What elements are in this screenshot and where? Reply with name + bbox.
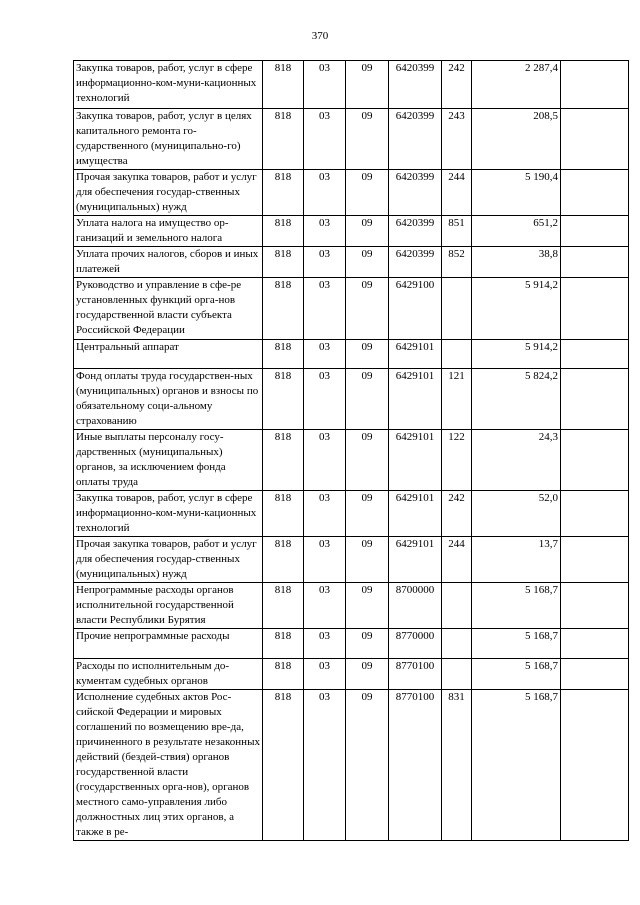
table-row <box>74 690 629 841</box>
row-target-code: 6420399 <box>389 216 442 247</box>
row-section: 03 <box>304 216 346 247</box>
row-name: Центральный аппарат <box>74 340 263 369</box>
row-grbs: 818 <box>263 629 304 659</box>
table-row <box>74 537 629 583</box>
row-amount: 5 914,2 <box>472 340 561 369</box>
row-empty-cell <box>561 583 629 629</box>
row-expense-type <box>442 583 472 629</box>
row-name: Руководство и управление в сфе-ре установленных функций орга-нов государственной власти субъекта Российской Федерации <box>74 278 263 340</box>
row-amount: 38,8 <box>472 247 561 278</box>
row-section: 03 <box>304 170 346 216</box>
table-row <box>74 340 629 369</box>
row-empty-cell <box>561 690 629 841</box>
row-grbs: 818 <box>263 216 304 247</box>
row-target-code: 6420399 <box>389 109 442 170</box>
row-empty-cell <box>561 278 629 340</box>
row-grbs: 818 <box>263 340 304 369</box>
table-row <box>74 278 629 340</box>
row-name: Фонд оплаты труда государствен-ных (муниципальных) органов и взносы по обязательному соци-альному страхованию <box>74 369 263 430</box>
row-section: 03 <box>304 340 346 369</box>
row-name: Закупка товаров, работ, услуг в сфере информационно-ком-муни-кационных технологий <box>74 491 263 537</box>
row-section: 03 <box>304 247 346 278</box>
row-section: 03 <box>304 430 346 491</box>
row-expense-type <box>442 340 472 369</box>
row-amount: 651,2 <box>472 216 561 247</box>
row-subsection: 09 <box>346 491 389 537</box>
row-name: Непрограммные расходы органов исполнительной государственной власти Республики Бурятия <box>74 583 263 629</box>
row-grbs: 818 <box>263 247 304 278</box>
row-amount: 5 190,4 <box>472 170 561 216</box>
row-name: Прочая закупка товаров, работ и услуг для обеспечения государ-ственных (муниципальных) нужд <box>74 537 263 583</box>
row-name: Уплата налога на имущество ор-ганизаций и земельного налога <box>74 216 263 247</box>
row-subsection: 09 <box>346 430 389 491</box>
row-expense-type: 242 <box>442 491 472 537</box>
row-target-code: 6420399 <box>389 61 442 109</box>
row-amount: 5 168,7 <box>472 629 561 659</box>
row-empty-cell <box>561 109 629 170</box>
row-empty-cell <box>561 216 629 247</box>
row-expense-type: 242 <box>442 61 472 109</box>
row-expense-type <box>442 629 472 659</box>
row-empty-cell <box>561 340 629 369</box>
row-target-code: 8770100 <box>389 690 442 841</box>
row-empty-cell <box>561 491 629 537</box>
budget-table-body <box>74 61 629 841</box>
table-row <box>74 491 629 537</box>
row-grbs: 818 <box>263 430 304 491</box>
table-row <box>74 61 629 109</box>
row-subsection: 09 <box>346 369 389 430</box>
row-target-code: 6429101 <box>389 491 442 537</box>
table-row <box>74 583 629 629</box>
row-subsection: 09 <box>346 629 389 659</box>
row-name: Прочие непрограммные расходы <box>74 629 263 659</box>
row-amount: 2 287,4 <box>472 61 561 109</box>
row-grbs: 818 <box>263 369 304 430</box>
row-amount: 13,7 <box>472 537 561 583</box>
row-target-code: 6429101 <box>389 430 442 491</box>
row-amount: 5 168,7 <box>472 690 561 841</box>
row-subsection: 09 <box>346 583 389 629</box>
row-grbs: 818 <box>263 537 304 583</box>
row-name: Прочая закупка товаров, работ и услуг для обеспечения государ-ственных (муниципальных) нужд <box>74 170 263 216</box>
row-amount: 208,5 <box>472 109 561 170</box>
row-expense-type: 244 <box>442 537 472 583</box>
row-name: Исполнение судебных актов Рос-сийской Федерации и мировых соглашений по возмещению вре-да, причиненного в результате незаконных действий (бездей-ствия) органов государственной власти (государственных орга-нов), органов местного само-управления либо должностных лиц этих органов, а также в ре- <box>74 690 263 841</box>
row-subsection: 09 <box>346 340 389 369</box>
row-subsection: 09 <box>346 537 389 583</box>
row-amount: 5 168,7 <box>472 583 561 629</box>
row-amount: 5 824,2 <box>472 369 561 430</box>
row-expense-type <box>442 278 472 340</box>
table-row <box>74 369 629 430</box>
row-empty-cell <box>561 537 629 583</box>
row-subsection: 09 <box>346 216 389 247</box>
row-empty-cell <box>561 629 629 659</box>
row-grbs: 818 <box>263 109 304 170</box>
row-subsection: 09 <box>346 659 389 690</box>
row-section: 03 <box>304 278 346 340</box>
row-grbs: 818 <box>263 659 304 690</box>
row-section: 03 <box>304 109 346 170</box>
row-subsection: 09 <box>346 61 389 109</box>
row-target-code: 8770000 <box>389 629 442 659</box>
row-target-code: 6420399 <box>389 170 442 216</box>
row-empty-cell <box>561 247 629 278</box>
table-row <box>74 109 629 170</box>
table-row <box>74 430 629 491</box>
row-expense-type: 852 <box>442 247 472 278</box>
row-grbs: 818 <box>263 690 304 841</box>
row-empty-cell <box>561 61 629 109</box>
row-section: 03 <box>304 629 346 659</box>
row-expense-type: 122 <box>442 430 472 491</box>
row-expense-type: 851 <box>442 216 472 247</box>
row-target-code: 6429101 <box>389 537 442 583</box>
row-subsection: 09 <box>346 109 389 170</box>
row-amount: 5 914,2 <box>472 278 561 340</box>
row-section: 03 <box>304 491 346 537</box>
row-subsection: 09 <box>346 690 389 841</box>
row-section: 03 <box>304 690 346 841</box>
row-section: 03 <box>304 369 346 430</box>
row-section: 03 <box>304 583 346 629</box>
row-expense-type: 121 <box>442 369 472 430</box>
row-empty-cell <box>561 170 629 216</box>
row-subsection: 09 <box>346 170 389 216</box>
table-row <box>74 247 629 278</box>
row-target-code: 6429101 <box>389 369 442 430</box>
row-grbs: 818 <box>263 491 304 537</box>
page-number: 370 <box>311 30 329 42</box>
table-row <box>74 216 629 247</box>
row-name: Закупка товаров, работ, услуг в целях капитального ремонта го-сударственного (муниципально-го) имущества <box>74 109 263 170</box>
row-name: Иные выплаты персоналу госу-дарственных (муниципальных) органов, за исключением фонда оплаты труда <box>74 430 263 491</box>
table-row <box>74 659 629 690</box>
row-empty-cell <box>561 430 629 491</box>
row-amount: 52,0 <box>472 491 561 537</box>
row-section: 03 <box>304 61 346 109</box>
row-expense-type: 244 <box>442 170 472 216</box>
table-row <box>74 629 629 659</box>
row-target-code: 6429101 <box>389 340 442 369</box>
row-grbs: 818 <box>263 583 304 629</box>
row-empty-cell <box>561 659 629 690</box>
row-section: 03 <box>304 537 346 583</box>
row-grbs: 818 <box>263 61 304 109</box>
row-expense-type: 243 <box>442 109 472 170</box>
row-name: Расходы по исполнительным до-кументам судебных органов <box>74 659 263 690</box>
row-expense-type <box>442 659 472 690</box>
row-expense-type: 831 <box>442 690 472 841</box>
row-empty-cell <box>561 369 629 430</box>
row-target-code: 6429100 <box>389 278 442 340</box>
row-name: Закупка товаров, работ, услуг в сфере информационно-ком-муни-кационных технологий <box>74 61 263 109</box>
row-grbs: 818 <box>263 278 304 340</box>
row-target-code: 8770100 <box>389 659 442 690</box>
row-section: 03 <box>304 659 346 690</box>
row-subsection: 09 <box>346 278 389 340</box>
row-amount: 5 168,7 <box>472 659 561 690</box>
budget-table <box>73 60 629 841</box>
row-target-code: 8700000 <box>389 583 442 629</box>
row-amount: 24,3 <box>472 430 561 491</box>
row-name: Уплата прочих налогов, сборов и иных платежей <box>74 247 263 278</box>
row-subsection: 09 <box>346 247 389 278</box>
row-grbs: 818 <box>263 170 304 216</box>
table-row <box>74 170 629 216</box>
row-target-code: 6420399 <box>389 247 442 278</box>
